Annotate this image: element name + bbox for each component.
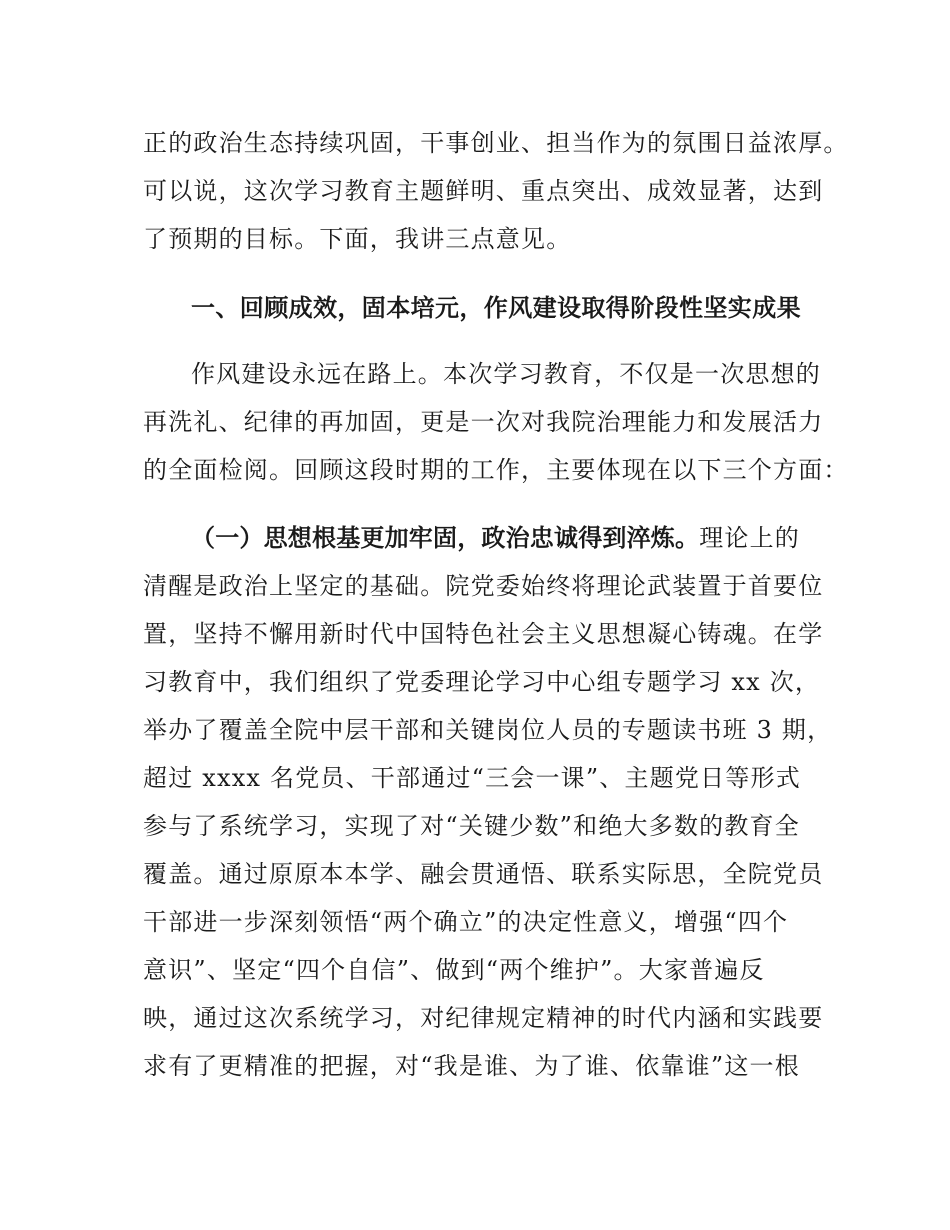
section-line-1: 作风建设永远在路上。本次学习教育，不仅是一次思想的	[191, 360, 821, 388]
body-line-7: 覆盖。通过原原本本学、融会贯通悟、联系实际思，全院党员	[143, 860, 824, 888]
section-line-3: 的全面检阅。回顾这段时期的工作，主要体现在以下三个方面：	[143, 456, 849, 484]
subsection-first-line-rest: 理论上的	[699, 524, 801, 552]
body-line-8: 干部进一步深刻领悟“两个确立”的决定性意义，增强“四个	[143, 908, 789, 936]
subsection-title: （一）思想根基更加牢固，政治忠诚得到淬炼。	[191, 524, 700, 552]
body-line-11: 求有了更精准的把握，对“我是谁、为了谁、依靠谁”这一根	[143, 1052, 800, 1080]
section-line-2: 再洗礼、纪律的再加固，更是一次对我院治理能力和发展活力	[143, 408, 824, 436]
body-line-1: 清醒是政治上坚定的基础。院党委始终将理论武装置于首要位	[143, 572, 824, 600]
body-line-5: 超过 xxxx 名党员、干部通过“三会一课”、主题党日等形式	[143, 764, 801, 792]
body-line-6: 参与了系统学习，实现了对“关键少数”和绝大多数的教育全	[143, 812, 800, 840]
subsection-first-line	[191, 523, 800, 553]
intro-line-3: 了预期的目标。下面，我讲三点意见。	[143, 225, 572, 253]
body-line-10: 映，通过这次系统学习，对纪律规定精神的时代内涵和实践要	[143, 1004, 824, 1032]
intro-line-2: 可以说，这次学习教育主题鲜明、重点突出、成效显著，达到	[143, 177, 824, 205]
intro-line-1: 正的政治生态持续巩固，干事创业、担当作为的氛围日益浓厚。	[143, 129, 849, 157]
section-heading: 一、回顾成效，固本培元，作风建设取得阶段性坚实成果	[191, 294, 801, 322]
body-line-4: 举办了覆盖全院中层干部和关键岗位人员的专题读书班 3 期，	[143, 716, 833, 744]
body-line-2: 置，坚持不懈用新时代中国特色社会主义思想凝心铸魂。在学	[143, 620, 824, 648]
body-line-9: 意识”、坚定“四个自信”、做到“两个维护”。大家普遍反	[143, 956, 765, 984]
body-line-3: 习教育中，我们组织了党委理论学习中心组专题学习 xx 次，	[143, 668, 821, 696]
